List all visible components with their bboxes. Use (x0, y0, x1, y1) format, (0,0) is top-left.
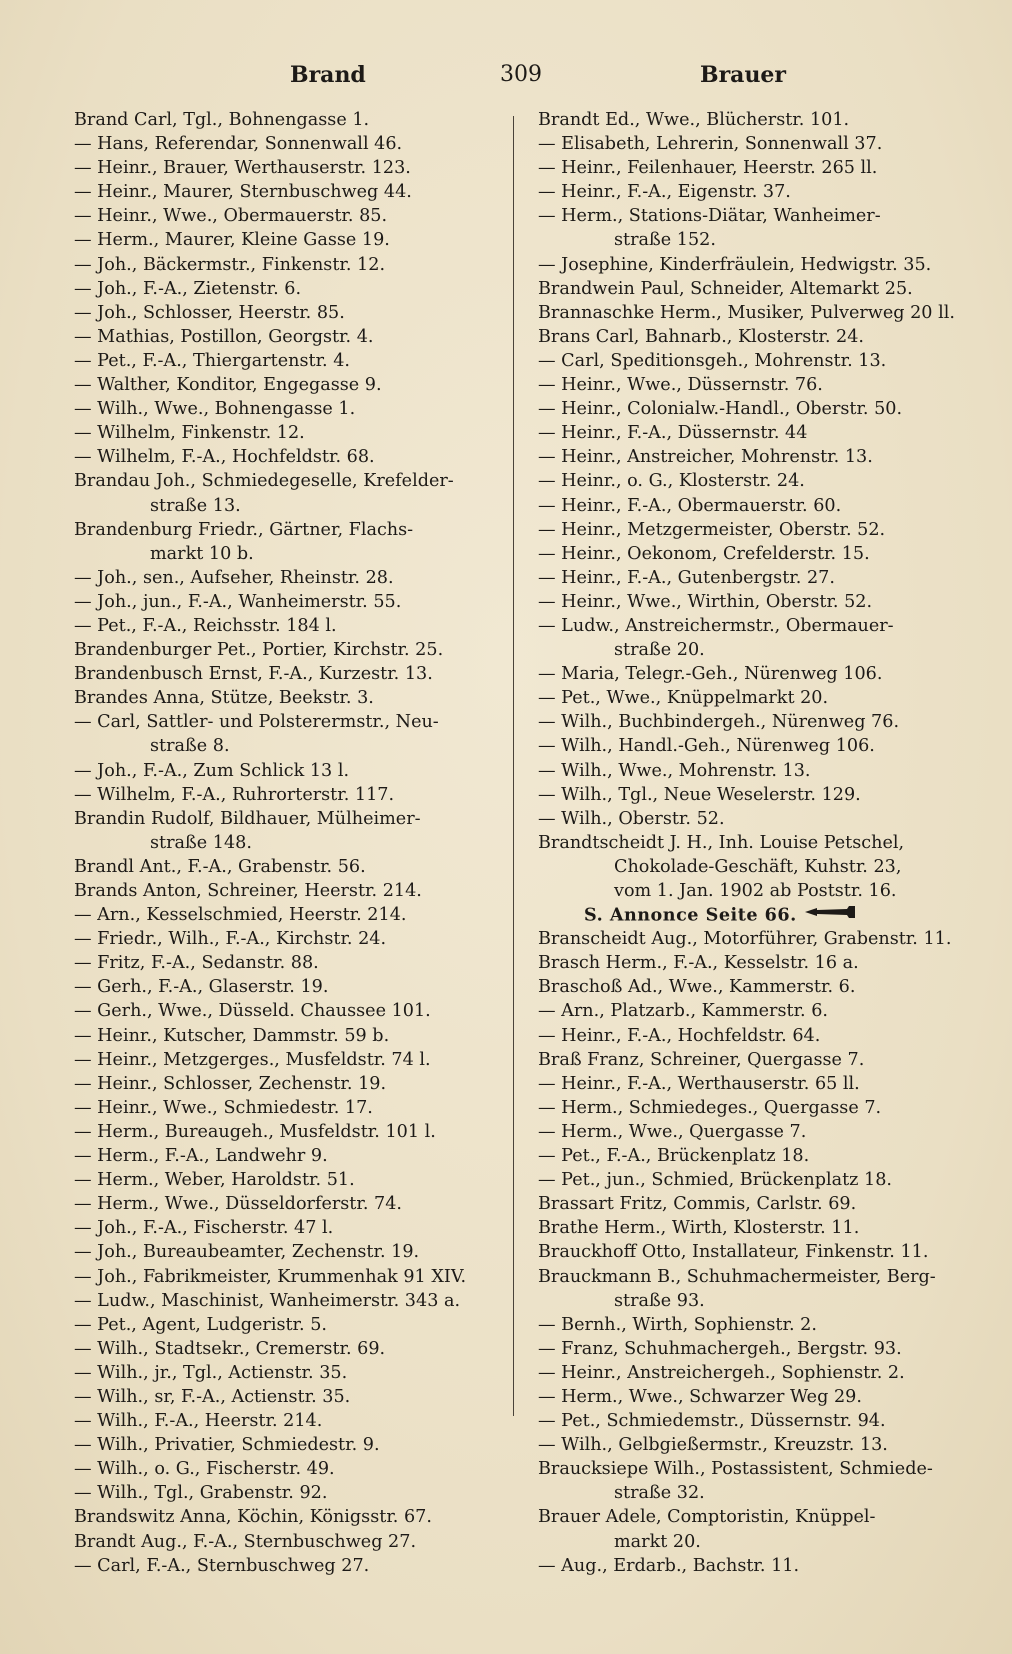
directory-entry-line: — Bernh., Wirth, Sophienstr. 2. (538, 1314, 817, 1335)
directory-entry-line: — Heinr., Schlosser, Zechenstr. 19. (74, 1073, 387, 1094)
directory-entry-line: — Herm., Stations-Diätar, Wanheimer- (538, 206, 881, 227)
directory-entry-line: — Wilh., sr, F.-A., Actienstr. 35. (74, 1386, 351, 1407)
directory-entry-line: — Joh., F.-A., Zum Schlick 13 l. (74, 760, 350, 781)
directory-entry-line: — Wilh., Handl.-Geh., Nürenweg 106. (538, 736, 875, 757)
directory-entry-line: — Heinr., Anstreicher, Mohrenstr. 13. (538, 447, 873, 468)
directory-entry-line: — Wilh., Buchbindergeh., Nürenweg 76. (538, 712, 900, 733)
directory-entry-line: — Heinr., F.-A., Hochfeldstr. 64. (538, 1025, 821, 1046)
directory-entry-line: — Arn., Platzarb., Kammerstr. 6. (538, 1001, 829, 1022)
directory-entry-line: — Wilh., jr., Tgl., Actienstr. 35. (74, 1362, 348, 1383)
directory-entry-line: — Wilh., Privatier, Schmiedestr. 9. (74, 1435, 380, 1456)
directory-entry-line: — Friedr., Wilh., F.-A., Kirchstr. 24. (74, 929, 387, 950)
directory-entry-line: Braschoß Ad., Wwe., Kammerstr. 6. (538, 977, 856, 998)
directory-entry-line: — Wilh., Stadtsekr., Cremerstr. 69. (74, 1338, 386, 1359)
directory-entry-line: — Herm., Wwe., Quergasse 7. (538, 1121, 807, 1142)
directory-entry-line: — Josephine, Kinderfräulein, Hedwigstr. 35. (538, 254, 932, 275)
directory-entry-line: markt 10 b. (150, 543, 254, 564)
directory-entry-line: — Franz, Schuhmachergeh., Bergstr. 93. (538, 1338, 902, 1359)
directory-entry-line: vom 1. Jan. 1902 ab Poststr. 16. (614, 881, 897, 901)
directory-entry-line: — Aug., Erdarb., Bachstr. 11. (538, 1555, 800, 1576)
directory-entry-line: Braucksiepe Wilh., Postassistent, Schmiede- (538, 1459, 933, 1480)
directory-entry-line: — Joh., Schlosser, Heerstr. 85. (74, 302, 345, 323)
directory-entry-line: — Heinr., Wwe., Düssernstr. 76. (538, 375, 823, 396)
directory-entry-line: straße 32. (614, 1483, 705, 1504)
page-number: 309 (500, 62, 542, 87)
directory-entry-line: Branscheidt Aug., Motorführer, Grabenstr. 11. (538, 929, 952, 950)
directory-entry-line: — Wilh., Oberstr. 52. (538, 808, 725, 829)
directory-entry-line: — Walther, Konditor, Engegasse 9. (74, 375, 382, 396)
directory-entry-line: Brandin Rudolf, Bildhauer, Mülheimer- (74, 808, 421, 829)
directory-entry-line: — Ludw., Maschinist, Wanheimerstr. 343 a. (74, 1290, 461, 1311)
directory-entry-line: — Wilhelm, F.-A., Hochfeldstr. 68. (74, 447, 375, 468)
directory-entry-line: Brandes Anna, Stütze, Beekstr. 3. (74, 688, 374, 709)
directory-entry-line: Chokolade-Geschäft, Kuhstr. 23, (614, 856, 902, 877)
directory-entry-line: — Wilh., F.-A., Heerstr. 214. (74, 1411, 323, 1432)
directory-entry-line: — Hans, Referendar, Sonnenwall 46. (74, 134, 403, 155)
directory-entry-line: — Joh., F.-A., Fischerstr. 47 l. (74, 1218, 334, 1239)
directory-entry-line: Brands Anton, Schreiner, Heerstr. 214. (74, 881, 422, 901)
directory-entry-line: — Heinr., Brauer, Werthauserstr. 123. (74, 158, 411, 179)
directory-entry-line: — Herm., F.-A., Landwehr 9. (74, 1146, 328, 1167)
directory-entry-line: — Heinr., F.-A., Düssernstr. 44 (538, 423, 808, 444)
directory-entry-line: markt 20. (614, 1531, 701, 1552)
directory-entry-line: — Pet., Schmiedemstr., Düssernstr. 94. (538, 1411, 886, 1432)
directory-entry-line: Brandwein Paul, Schneider, Altemarkt 25. (538, 278, 913, 299)
directory-entry-line: Brans Carl, Bahnarb., Klosterstr. 24. (538, 326, 864, 347)
directory-entry-line: straße 152. (614, 230, 716, 251)
directory-entry-line: — Elisabeth, Lehrerin, Sonnenwall 37. (538, 134, 883, 155)
directory-entry-line: — Heinr., Anstreichergeh., Sophienstr. 2. (538, 1362, 905, 1383)
directory-entry-line: — Gerh., F.-A., Glaserstr. 19. (74, 977, 329, 998)
directory-entry-line: Brandenburger Pet., Portier, Kirchstr. 25. (74, 640, 444, 661)
directory-entry-line: — Heinr., F.-A., Eigenstr. 37. (538, 182, 791, 203)
directory-entry-line: — Joh., F.-A., Zietenstr. 6. (74, 278, 302, 299)
directory-entry-line: — Pet., F.-A., Thiergartenstr. 4. (74, 350, 351, 371)
directory-entry-line: Brasch Herm., F.-A., Kesselstr. 16 a. (538, 953, 859, 974)
directory-entry-line: — Heinr., Wwe., Schmiedestr. 17. (74, 1097, 373, 1118)
directory-entry-line: Brauer Adele, Comptoristin, Knüppel- (538, 1507, 876, 1528)
directory-entry-line: — Joh., jun., F.-A., Wanheimerstr. 55. (74, 591, 402, 612)
directory-entry-line: — Herm., Schmiedeges., Quergasse 7. (538, 1097, 882, 1118)
directory-entry-line: — Heinr., o. G., Klosterstr. 24. (538, 471, 805, 492)
directory-entry-line: — Arn., Kesselschmied, Heerstr. 214. (74, 905, 407, 926)
directory-entry-line: Brassart Fritz, Commis, Carlstr. 69. (538, 1194, 857, 1215)
directory-entry-line: straße 8. (150, 736, 230, 757)
directory-entry-line: — Heinr., Metzgermeister, Oberstr. 52. (538, 519, 886, 540)
directory-entry-line: — Herm., Bureaugeh., Musfeldstr. 101 l. (74, 1121, 436, 1142)
directory-entry-line: — Wilh., o. G., Fischerstr. 49. (74, 1459, 335, 1480)
directory-entry-line: — Joh., Fabrikmeister, Krummenhak 91 XIV. (74, 1266, 467, 1287)
directory-entry-line: — Wilh., Tgl., Neue Weselerstr. 129. (538, 784, 861, 805)
directory-entry-line: — Joh., Bureaubeamter, Zechenstr. 19. (74, 1242, 420, 1263)
directory-entry-line: — Herm., Wwe., Schwarzer Weg 29. (538, 1386, 862, 1407)
directory-entry-line: straße 20. (614, 640, 705, 661)
directory-entry-line: straße 148. (150, 832, 252, 853)
directory-entry-line: — Wilhelm, F.-A., Ruhrorterstr. 117. (74, 784, 395, 805)
directory-entry-line: — Heinr., Kutscher, Dammstr. 59 b. (74, 1025, 390, 1046)
directory-entry-line: — Pet., Wwe., Knüppelmarkt 20. (538, 688, 829, 709)
directory-entry-line: — Heinr., Wwe., Wirthin, Oberstr. 52. (538, 591, 873, 612)
running-header (0, 58, 1012, 98)
left-column (74, 108, 494, 1578)
directory-entry-line: — Heinr., Colonialw.-Handl., Oberstr. 50. (538, 399, 903, 420)
directory-entry-line: — Herm., Maurer, Kleine Gasse 19. (74, 230, 390, 251)
directory-entry-line: — Pet., F.-A., Reichsstr. 184 l. (74, 615, 337, 636)
directory-entry-line: Brandswitz Anna, Köchin, Königsstr. 67. (74, 1507, 432, 1528)
directory-entry-line: — Maria, Telegr.-Geh., Nürenweg 106. (538, 664, 883, 685)
directory-entry-line: Brand Carl, Tgl., Bohnengasse 1. (74, 110, 370, 130)
directory-entry-line: — Herm., Weber, Haroldstr. 51. (74, 1170, 355, 1191)
directory-entry-line: — Wilhelm, Finkenstr. 12. (74, 423, 305, 444)
header-left-keyword: Brand (290, 62, 366, 88)
pointing-hand-icon (803, 903, 857, 927)
directory-entry-line: — Wilh., Gelbgießermstr., Kreuzstr. 13. (538, 1435, 888, 1456)
directory-entry-line: — Heinr., Metzgerges., Musfeldstr. 74 l. (74, 1049, 431, 1070)
directory-entry-line: — Wilh., Tgl., Grabenstr. 92. (74, 1483, 328, 1504)
advertisement-reference: S. Annonce Seite 66. (538, 903, 968, 927)
directory-entry-line: Brandl Ant., F.-A., Grabenstr. 56. (74, 856, 366, 877)
directory-entry-line: — Heinr., Maurer, Sternbuschweg 44. (74, 182, 412, 203)
directory-entry-line: Braß Franz, Schreiner, Quergasse 7. (538, 1049, 865, 1070)
directory-entry-line: — Joh., Bäckermstr., Finkenstr. 12. (74, 254, 386, 275)
directory-entry-line: — Carl, Speditionsgeh., Mohrenstr. 13. (538, 350, 887, 371)
directory-entry-line: — Ludw., Anstreichermstr., Obermauer- (538, 615, 894, 636)
directory-entry-line: — Carl, F.-A., Sternbuschweg 27. (74, 1555, 370, 1576)
directory-entry-line: Brauckmann B., Schuhmachermeister, Berg- (538, 1266, 936, 1287)
directory-entry-line: Brandt Aug., F.-A., Sternbuschweg 27. (74, 1531, 417, 1552)
directory-entry-line: — Pet., F.-A., Brückenplatz 18. (538, 1146, 810, 1167)
directory-entry-line: — Pet., jun., Schmied, Brückenplatz 18. (538, 1170, 893, 1191)
directory-entry-line: Brandenburg Friedr., Gärtner, Flachs- (74, 519, 414, 540)
directory-entry-line: — Wilh., Wwe., Bohnengasse 1. (74, 399, 356, 420)
directory-entry-line: — Carl, Sattler- und Polsterermstr., Neu- (74, 712, 439, 733)
directory-entry-line: — Gerh., Wwe., Düsseld. Chaussee 101. (74, 1001, 431, 1022)
directory-entry-line: Brathe Herm., Wirth, Klosterstr. 11. (538, 1218, 860, 1239)
directory-entry-line: — Heinr., Wwe., Obermauerstr. 85. (74, 206, 388, 227)
directory-entry-line: Brannaschke Herm., Musiker, Pulverweg 20 ll. (538, 302, 955, 323)
header-right-keyword: Brauer (700, 62, 787, 88)
directory-entry-line: straße 13. (150, 495, 241, 516)
directory-entry-line: — Heinr., Oekonom, Crefelderstr. 15. (538, 543, 870, 564)
directory-entry-line: — Pet., Agent, Ludgeristr. 5. (74, 1314, 327, 1335)
directory-entry-line: — Mathias, Postillon, Georgstr. 4. (74, 326, 374, 347)
directory-entry-line: Brandenbusch Ernst, F.-A., Kurzestr. 13. (74, 664, 433, 685)
directory-entry-line: — Fritz, F.-A., Sedanstr. 88. (74, 953, 319, 974)
column-divider (513, 116, 514, 1416)
directory-entry-line: — Heinr., Feilenhauer, Heerstr. 265 ll. (538, 158, 878, 179)
directory-entry-line: — Heinr., F.-A., Obermauerstr. 60. (538, 495, 842, 516)
directory-entry-line: — Joh., sen., Aufseher, Rheinstr. 28. (74, 567, 394, 588)
directory-entry-line: — Heinr., F.-A., Gutenbergstr. 27. (538, 567, 835, 588)
directory-entry-line: — Heinr., F.-A., Werthauserstr. 65 ll. (538, 1073, 860, 1094)
directory-entry-line: Brandt Ed., Wwe., Blücherstr. 101. (538, 110, 850, 130)
directory-entry-line: straße 93. (614, 1290, 705, 1311)
directory-entry-line: — Wilh., Wwe., Mohrenstr. 13. (538, 760, 811, 781)
directory-entry-line: Brandtscheidt J. H., Inh. Louise Petschel, (538, 832, 905, 853)
right-column (538, 108, 968, 1578)
directory-entry-line: Brandau Joh., Schmiedegeselle, Krefelder- (74, 471, 454, 492)
directory-entry-line: Brauckhoff Otto, Installateur, Finkenstr. 11. (538, 1242, 929, 1263)
directory-entry-line: — Herm., Wwe., Düsseldorferstr. 74. (74, 1194, 403, 1215)
